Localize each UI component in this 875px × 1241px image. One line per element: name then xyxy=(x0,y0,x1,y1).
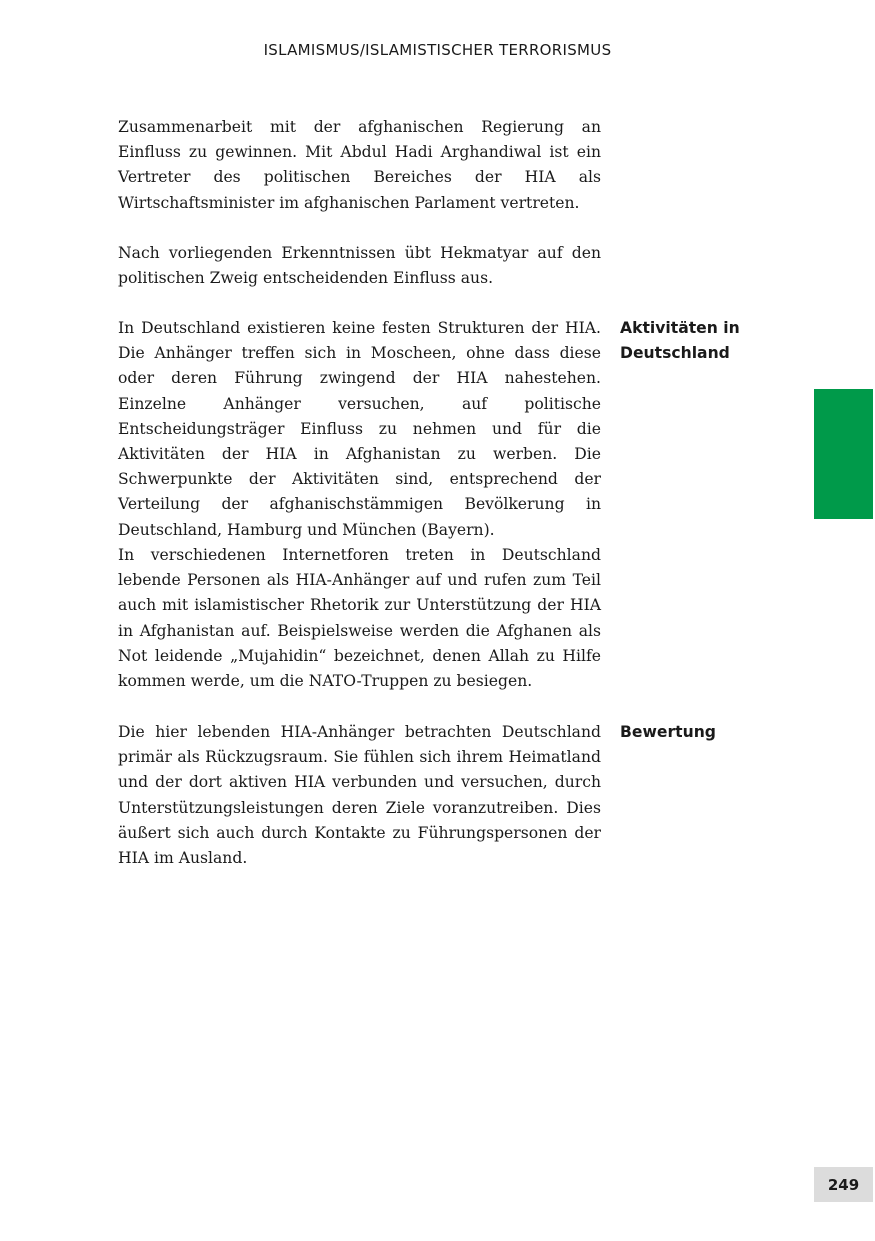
paragraph-hekmatyar-influence: Nach vorliegenden Erkenntnissen übt Hekmatyar auf den politischen Zweig entscheidenden Einfluss aus. xyxy=(118,244,601,288)
page-number: 249 xyxy=(814,1167,873,1202)
margin-heading-assessment: Bewertung xyxy=(620,723,716,741)
section-color-tab xyxy=(814,389,873,519)
margin-heading-activities: Aktivitäten in Deutschland xyxy=(620,319,740,363)
paragraph-internet-forums: In verschiedenen Internetforen treten in Deutschland lebende Personen als HIA-Anhänger auf und rufen zum Teil auch mit islamistischer Rhetorik zur Unterstützung der HIA in Afghanistan auf. Beispielsweise werden die Afghanen als Not leidende „Mujahidin“ bezeichnet, denen Allah zu Hilfe kommen werde, um die NATO-Truppen zu besiegen. xyxy=(118,546,601,691)
running-header: ISLAMISMUS/ISLAMISTISCHER TERRORISMUS xyxy=(263,41,612,59)
paragraph-hia-government: Zusammenarbeit mit der afghanischen Regierung an Einfluss zu gewinnen. Mit Abdul Hadi Arghandiwal ist ein Vertreter des politischen Bereiches der HIA als Wirtschaftsminister im afghanischen Parlament vertreten. xyxy=(118,118,601,212)
paragraph-assessment: Die hier lebenden HIA-Anhänger betrachten Deutschland primär als Rückzugsraum. Sie fühlen sich ihrem Heimatland und der dort aktiven HIA verbunden und versuchen, durch Unterstützungsleistungen deren Ziele voranzutreiben. Dies äußert sich auch durch Kontakte zu Führungspersonen der HIA im Ausland. xyxy=(118,723,601,868)
paragraph-structures-germany: In Deutschland existieren keine festen Strukturen der HIA. Die Anhänger treffen sich in Moscheen, ohne dass diese oder deren Führung zwingend der HIA nahestehen. Einzelne Anhänger versuchen, auf politische Entscheidungsträger Einfluss zu nehmen und für die Aktivitäten der HIA in Afghanistan zu werben. Die Schwerpunkte der Aktivitäten sind, entsprechend der Verteilung der afghanischstämmigen Bevölkerung in Deutschland, Hamburg und München (Bayern). xyxy=(118,319,601,539)
